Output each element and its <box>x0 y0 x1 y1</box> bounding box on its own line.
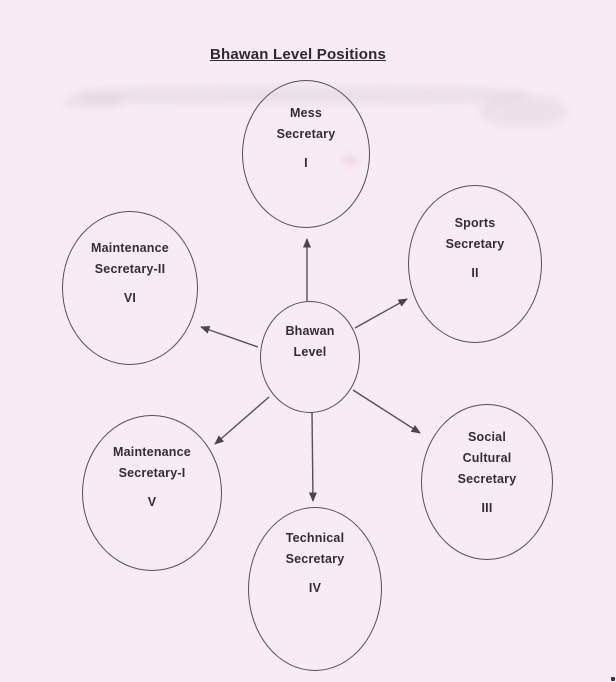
node-label-line: Mess <box>289 106 323 120</box>
node-technical-secretary <box>248 507 382 671</box>
node-social-cultural-secretary <box>421 404 553 560</box>
arrow-to-maintenance-secretary-2 <box>201 327 258 347</box>
node-numeral: V <box>147 495 157 509</box>
node-label-line: Secretary <box>445 237 505 251</box>
node-mess-secretary <box>242 80 370 228</box>
node-label-line: Secretary-I <box>118 466 186 480</box>
node-numeral: I <box>304 156 308 170</box>
scan-artifact-dot <box>611 677 615 681</box>
node-label-line: Maintenance <box>91 241 169 255</box>
node-label-line: Cultural <box>462 451 512 465</box>
node-label-line: Social <box>467 430 507 444</box>
node-numeral: VI <box>123 291 137 305</box>
page-title: Bhawan Level Positions <box>209 46 387 63</box>
arrow-to-social-cultural-secretary <box>353 390 420 433</box>
node-label-line: Technical <box>285 531 345 545</box>
arrow-to-technical-secretary <box>312 412 313 501</box>
node-label-line: Secretary <box>285 552 345 566</box>
node-sports-secretary <box>408 185 542 343</box>
node-maintenance-secretary-2 <box>62 211 198 365</box>
node-maintenance-secretary-1 <box>82 415 222 571</box>
node-label-line: Secretary <box>276 127 336 141</box>
node-label-line: Maintenance <box>113 445 191 459</box>
node-label-line: Secretary <box>457 472 517 486</box>
node-label-line: Secretary-II <box>94 262 166 276</box>
node-bhawan-level <box>260 301 360 413</box>
node-label-line: Level <box>293 345 327 359</box>
node-label-line: Sports <box>454 216 496 230</box>
node-numeral: III <box>481 501 493 515</box>
node-label-line: Bhawan <box>285 324 335 338</box>
node-numeral: II <box>471 266 479 280</box>
arrow-to-maintenance-secretary-1 <box>215 397 269 444</box>
arrow-to-sports-secretary <box>355 299 407 328</box>
node-numeral: IV <box>308 581 322 595</box>
